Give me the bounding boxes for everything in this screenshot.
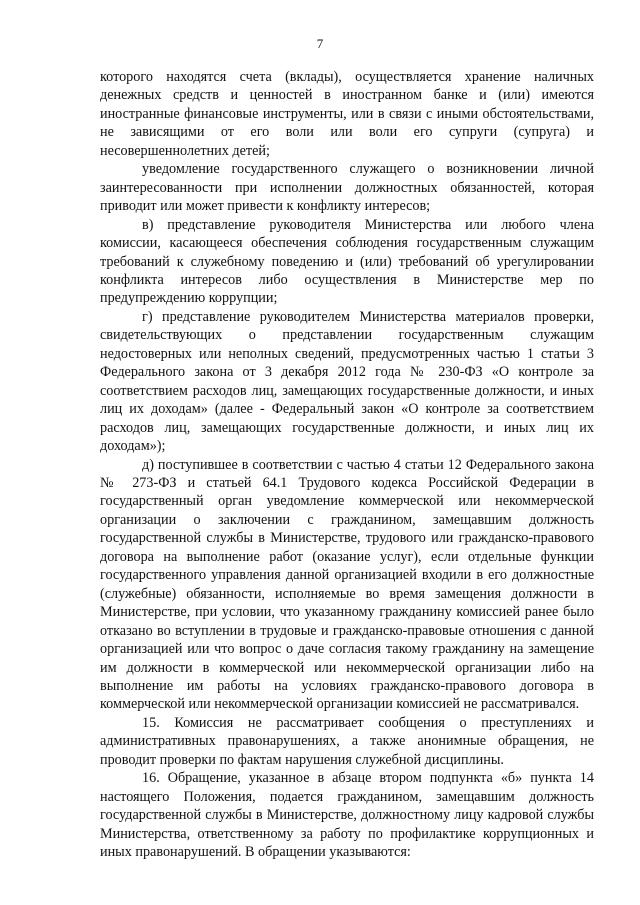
paragraph-notification-conflict: уведомление государственного служащего о возникновении личной заинтересованности при исполнении должностных обязанностей, которая приводит или может привести к конфликту интересов; [100,161,594,215]
paragraph-item-g: г) представление руководителем Министерства материалов проверки, свидетельствующих о представлении государственным служащим недостоверных или неполных сведений, предусмотренных частью 1 статьи 3 Федерального закона от 3 декабря 2012 года № 230-ФЗ «О контроле за соответствием расходов лиц, замещающих государственные должности, и иных лиц их доходам» (далее - Федеральный закон «О контроле за соответствием расходов лиц, замещающих государственные должности, и иных лиц их доходам»); [100,308,594,455]
paragraph-continuation: которого находятся счета (вклады), осуществляется хранение наличных денежных средств и ценностей в иностранном банке и (или) имеются иностранные финансовые инструменты, или в связи с иными обстоятельствами, не зависящими от его воли или воли его супруги (супруга) и несовершеннолетних детей; [100,69,594,159]
paragraph-item-d: д) поступившее в соответствии с частью 4 статьи 12 Федерального закона № 273-ФЗ и статьей 64.1 Трудового кодекса Российской Федерации в государственный орган уведомление коммерческой или некоммерческой организации о заключении с гражданином, замещавшим должность государственной службы в Министерстве, трудового или гражданско-правового договора на выполнение работ (оказание услуг), если отдельные функции государственного управления данной организацией входили в его должностные (служебные) обязанности, исполняемые во время замещения должности в Министерстве, при условии, что указанному гражданину комиссией ранее было отказано во вступлении в трудовые и гражданско-правовые отношения с данной организацией или что вопрос о даче согласия такому гражданину на замещение им должности в коммерческой или некоммерческой организации либо на выполнение им работы на условиях гражданско-правового договора в коммерческой или некоммерческой организации комиссией не рассматривался. [100,456,594,713]
page-number: 7 [316,36,324,51]
document-body [100,68,594,861]
paragraph-clause-15: 15. Комиссия не рассматривает сообщения о преступлениях и административных правонарушениях, а также анонимные обращения, не проводит проверки по фактам нарушения служебной дисциплины. [100,714,594,768]
paragraph-clause-16: 16. Обращение, указанное в абзаце втором подпункта «б» пункта 14 настоящего Положения, подается гражданином, замещавшим должность государственной службы в Министерстве, должностному лицу кадровой службы Министерства, ответственному за работу по профилактике коррупционных и иных правонарушений. В обращении указываются: [100,770,594,861]
paragraph-item-v: в) представление руководителя Министерства или любого члена комиссии, касающееся обеспечения соблюдения государственным служащим требований к служебному поведению и (или) требований об урегулировании конфликта интересов либо осуществления в Министерстве мер по предупреждению коррупции; [100,216,594,307]
